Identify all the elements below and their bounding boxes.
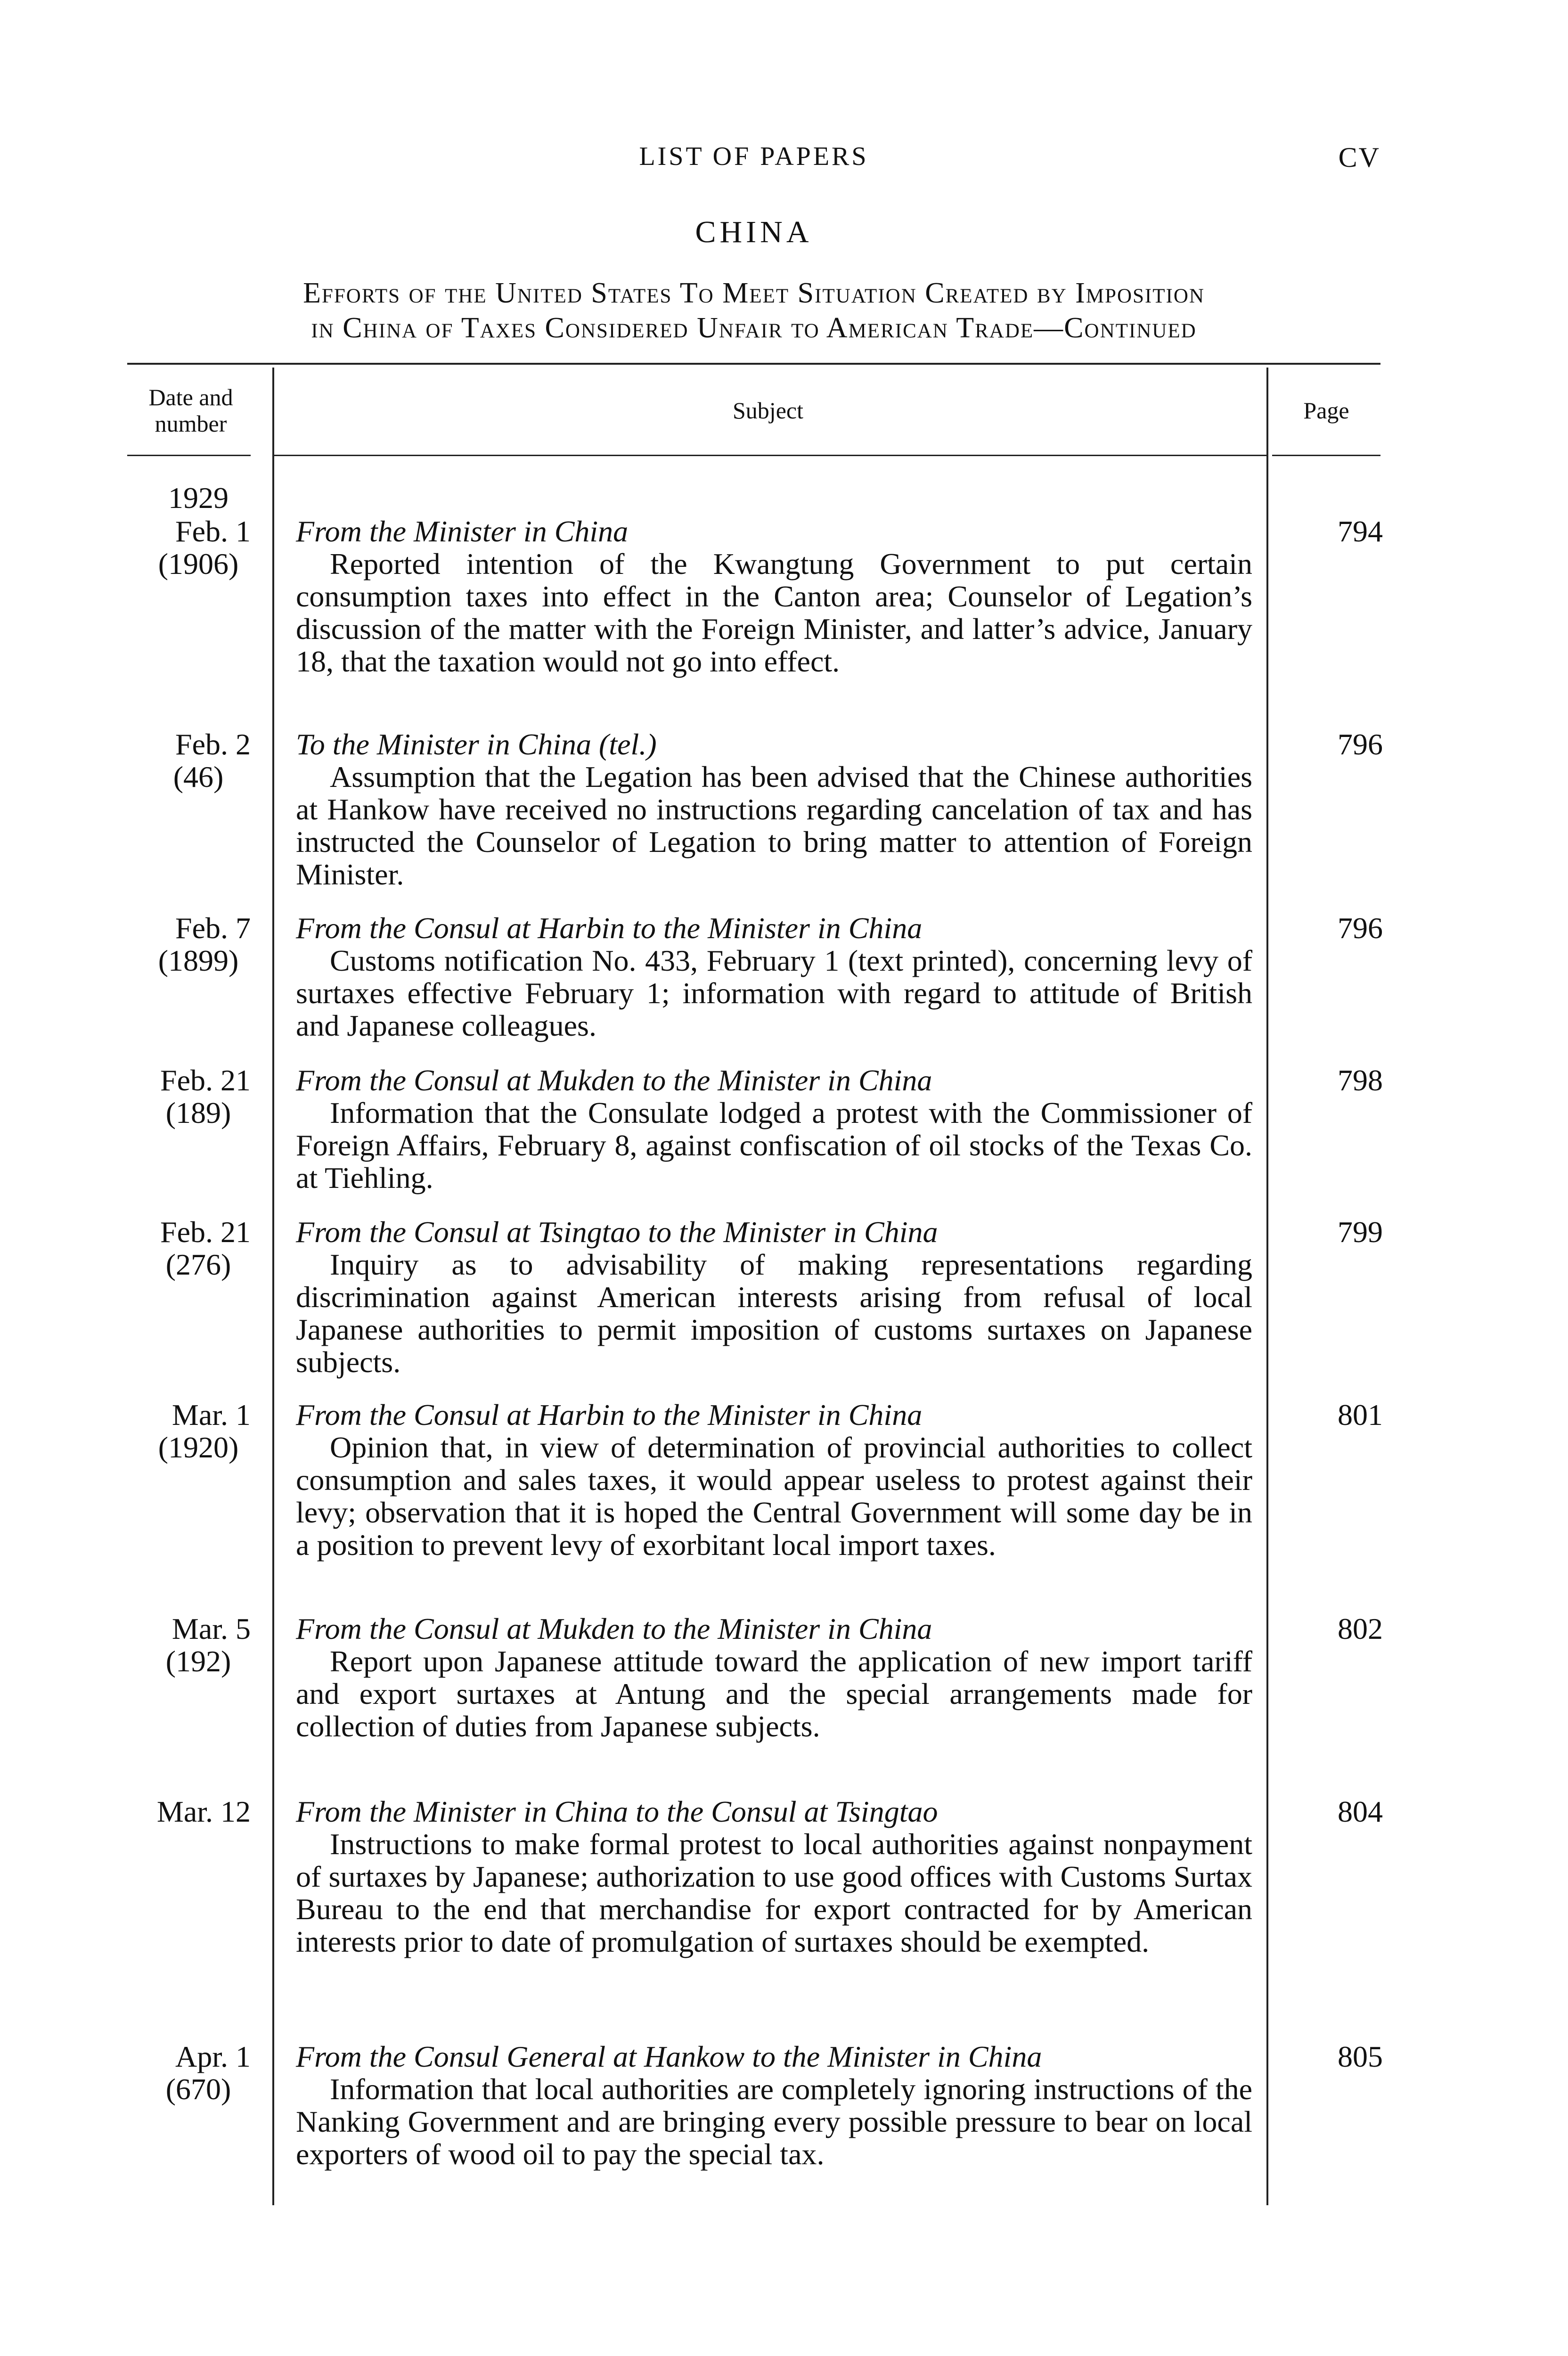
entry-subject xyxy=(296,1795,1252,1958)
entry-page: 796 xyxy=(1338,728,1383,761)
section-subtitle xyxy=(127,276,1380,345)
entry-date-cell xyxy=(127,1612,251,1677)
entry-page: 796 xyxy=(1338,911,1383,945)
header-rule-date xyxy=(127,455,251,456)
table-top-rule xyxy=(127,363,1380,365)
entry-number: (1906) xyxy=(158,547,239,581)
entry-date-cell xyxy=(127,2040,251,2105)
entry-date: Feb. 7 xyxy=(175,911,251,945)
entry-date: Mar. 1 xyxy=(172,1398,251,1432)
entry-date-cell xyxy=(127,912,251,977)
entry-from: From the Consul at Harbin to the Minister in China xyxy=(296,911,923,945)
entry-date: Feb. 21 xyxy=(160,1063,251,1097)
year-label: 1929 xyxy=(168,481,229,515)
entry-page: 794 xyxy=(1338,515,1383,548)
entry-number: (1920) xyxy=(158,1431,239,1464)
entry-from: From the Consul at Mukden to the Minister in China xyxy=(296,1063,932,1097)
entry-description: Opinion that, in view of determination of provincial authorities to collect consumption and sales taxes, it would appear useless to protest against their levy; observation that it is hoped the Central Government will some day be in a position to prevent levy of exorbitant local import taxes. xyxy=(296,1431,1252,1562)
entry-date-cell xyxy=(127,1216,251,1281)
entry-description: Inquiry as to advisability of making representations regarding discrimination against American interests arising from refusal of local Japanese authorities to permit imposition of customs surtaxes on Japanese subjects. xyxy=(296,1248,1252,1379)
header-rule-subject xyxy=(273,455,1266,456)
entry-description: Reported intention of the Kwangtung Government to put certain consumption taxes into effect in the Canton area; Counselor of Legation’s discussion of the matter with the Foreign Minister, and latter’s advice, January 18, that the taxation would not go into effect. xyxy=(296,547,1252,678)
entry-page: 799 xyxy=(1338,1215,1383,1249)
column-head-subject: Subject xyxy=(733,397,803,424)
entry-subject xyxy=(296,2040,1252,2170)
entry-page: 801 xyxy=(1338,1398,1383,1432)
entry-from: From the Minister in China to the Consul at Tsingtao xyxy=(296,1795,938,1828)
entry-date: Feb. 1 xyxy=(175,515,251,548)
entry-number: (192) xyxy=(165,1644,231,1678)
entry-page: 798 xyxy=(1338,1063,1383,1097)
column-head-date: Date and number xyxy=(148,384,233,437)
entry-number: (670) xyxy=(165,2072,231,2106)
page-folio: CV xyxy=(1338,142,1380,173)
entry-number: (46) xyxy=(173,760,224,794)
entry-date-cell xyxy=(127,515,251,580)
entry-number: (276) xyxy=(165,1248,231,1281)
entry-page: 804 xyxy=(1338,1795,1383,1828)
column-divider-right xyxy=(1266,368,1268,2205)
subtitle-line-1: Efforts of the United States To Meet Situation Created by Imposition xyxy=(303,277,1205,309)
entry-subject xyxy=(296,1216,1252,1378)
entry-date: Feb. 21 xyxy=(160,1215,251,1249)
entry-date-cell xyxy=(127,728,251,793)
entry-number: (189) xyxy=(165,1096,231,1129)
entry-date-cell xyxy=(127,1064,251,1129)
entry-from: From the Consul General at Hankow to the Minister in China xyxy=(296,2040,1042,2073)
entry-date: Mar. 5 xyxy=(172,1612,251,1645)
entry-from: To the Minister in China (tel.) xyxy=(296,728,657,761)
entry-description: Instructions to make formal protest to local authorities against nonpayment of surtaxes by Japanese; authorization to use good offices with Customs Surtax Bureau to the end that merchandise for export contracted for by American interests prior to date of promulgation of surtaxes should be exempted. xyxy=(296,1827,1252,1958)
entry-from: From the Consul at Mukden to the Minister in China xyxy=(296,1612,932,1645)
entry-date-cell xyxy=(127,1795,251,1828)
entry-number: (1899) xyxy=(158,944,239,977)
entry-page: 802 xyxy=(1338,1612,1383,1645)
entry-description: Information that the Consulate lodged a protest with the Commissioner of Foreign Affairs, February 8, against confiscation of oil stocks of the Texas Co. at Tiehling. xyxy=(296,1096,1252,1194)
entry-description: Assumption that the Legation has been advised that the Chinese authorities at Hankow have received no instructions regarding cancelation of tax and has instructed the Counselor of Legation to bring matter to attention of Foreign Minister. xyxy=(296,760,1252,891)
entry-subject xyxy=(296,1399,1252,1561)
entry-subject xyxy=(296,515,1252,678)
entry-from: From the Consul at Tsingtao to the Minister in China xyxy=(296,1215,938,1249)
entry-subject xyxy=(296,912,1252,1042)
entry-subject xyxy=(296,728,1252,891)
entry-from: From the Consul at Harbin to the Minister in China xyxy=(296,1398,923,1432)
entry-subject xyxy=(296,1064,1252,1194)
running-head xyxy=(127,141,1380,179)
entry-subject xyxy=(296,1612,1252,1742)
entry-date: Apr. 1 xyxy=(175,2040,251,2073)
entry-description: Customs notification No. 433, February 1 (text printed), concerning levy of surtaxes effective February 1; information with regard to attitude of British and Japanese colleagues. xyxy=(296,944,1252,1042)
entry-description: Information that local authorities are completely ignoring instructions of the Nanking Government and are bringing every possible pressure to bear on local exporters of wood oil to pay the special tax. xyxy=(296,2072,1252,2171)
subtitle-line-2: in China of Taxes Considered Unfair to American Trade—Continued xyxy=(311,312,1197,344)
entry-from: From the Minister in China xyxy=(296,515,629,548)
entry-date-cell xyxy=(127,1399,251,1464)
country-heading: CHINA xyxy=(695,215,813,249)
entry-description: Report upon Japanese attitude toward the application of new import tariff and export surtaxes at Antung and the special arrangements made for collection of duties from Japanese subjects. xyxy=(296,1644,1252,1743)
header-rule-page xyxy=(1272,455,1380,456)
entry-date: Mar. 12 xyxy=(156,1795,251,1828)
running-title: LIST OF PAPERS xyxy=(639,142,869,171)
column-head-page: Page xyxy=(1303,397,1349,424)
column-divider-left xyxy=(272,368,274,2205)
entry-page: 805 xyxy=(1338,2040,1383,2073)
entry-date: Feb. 2 xyxy=(175,728,251,761)
